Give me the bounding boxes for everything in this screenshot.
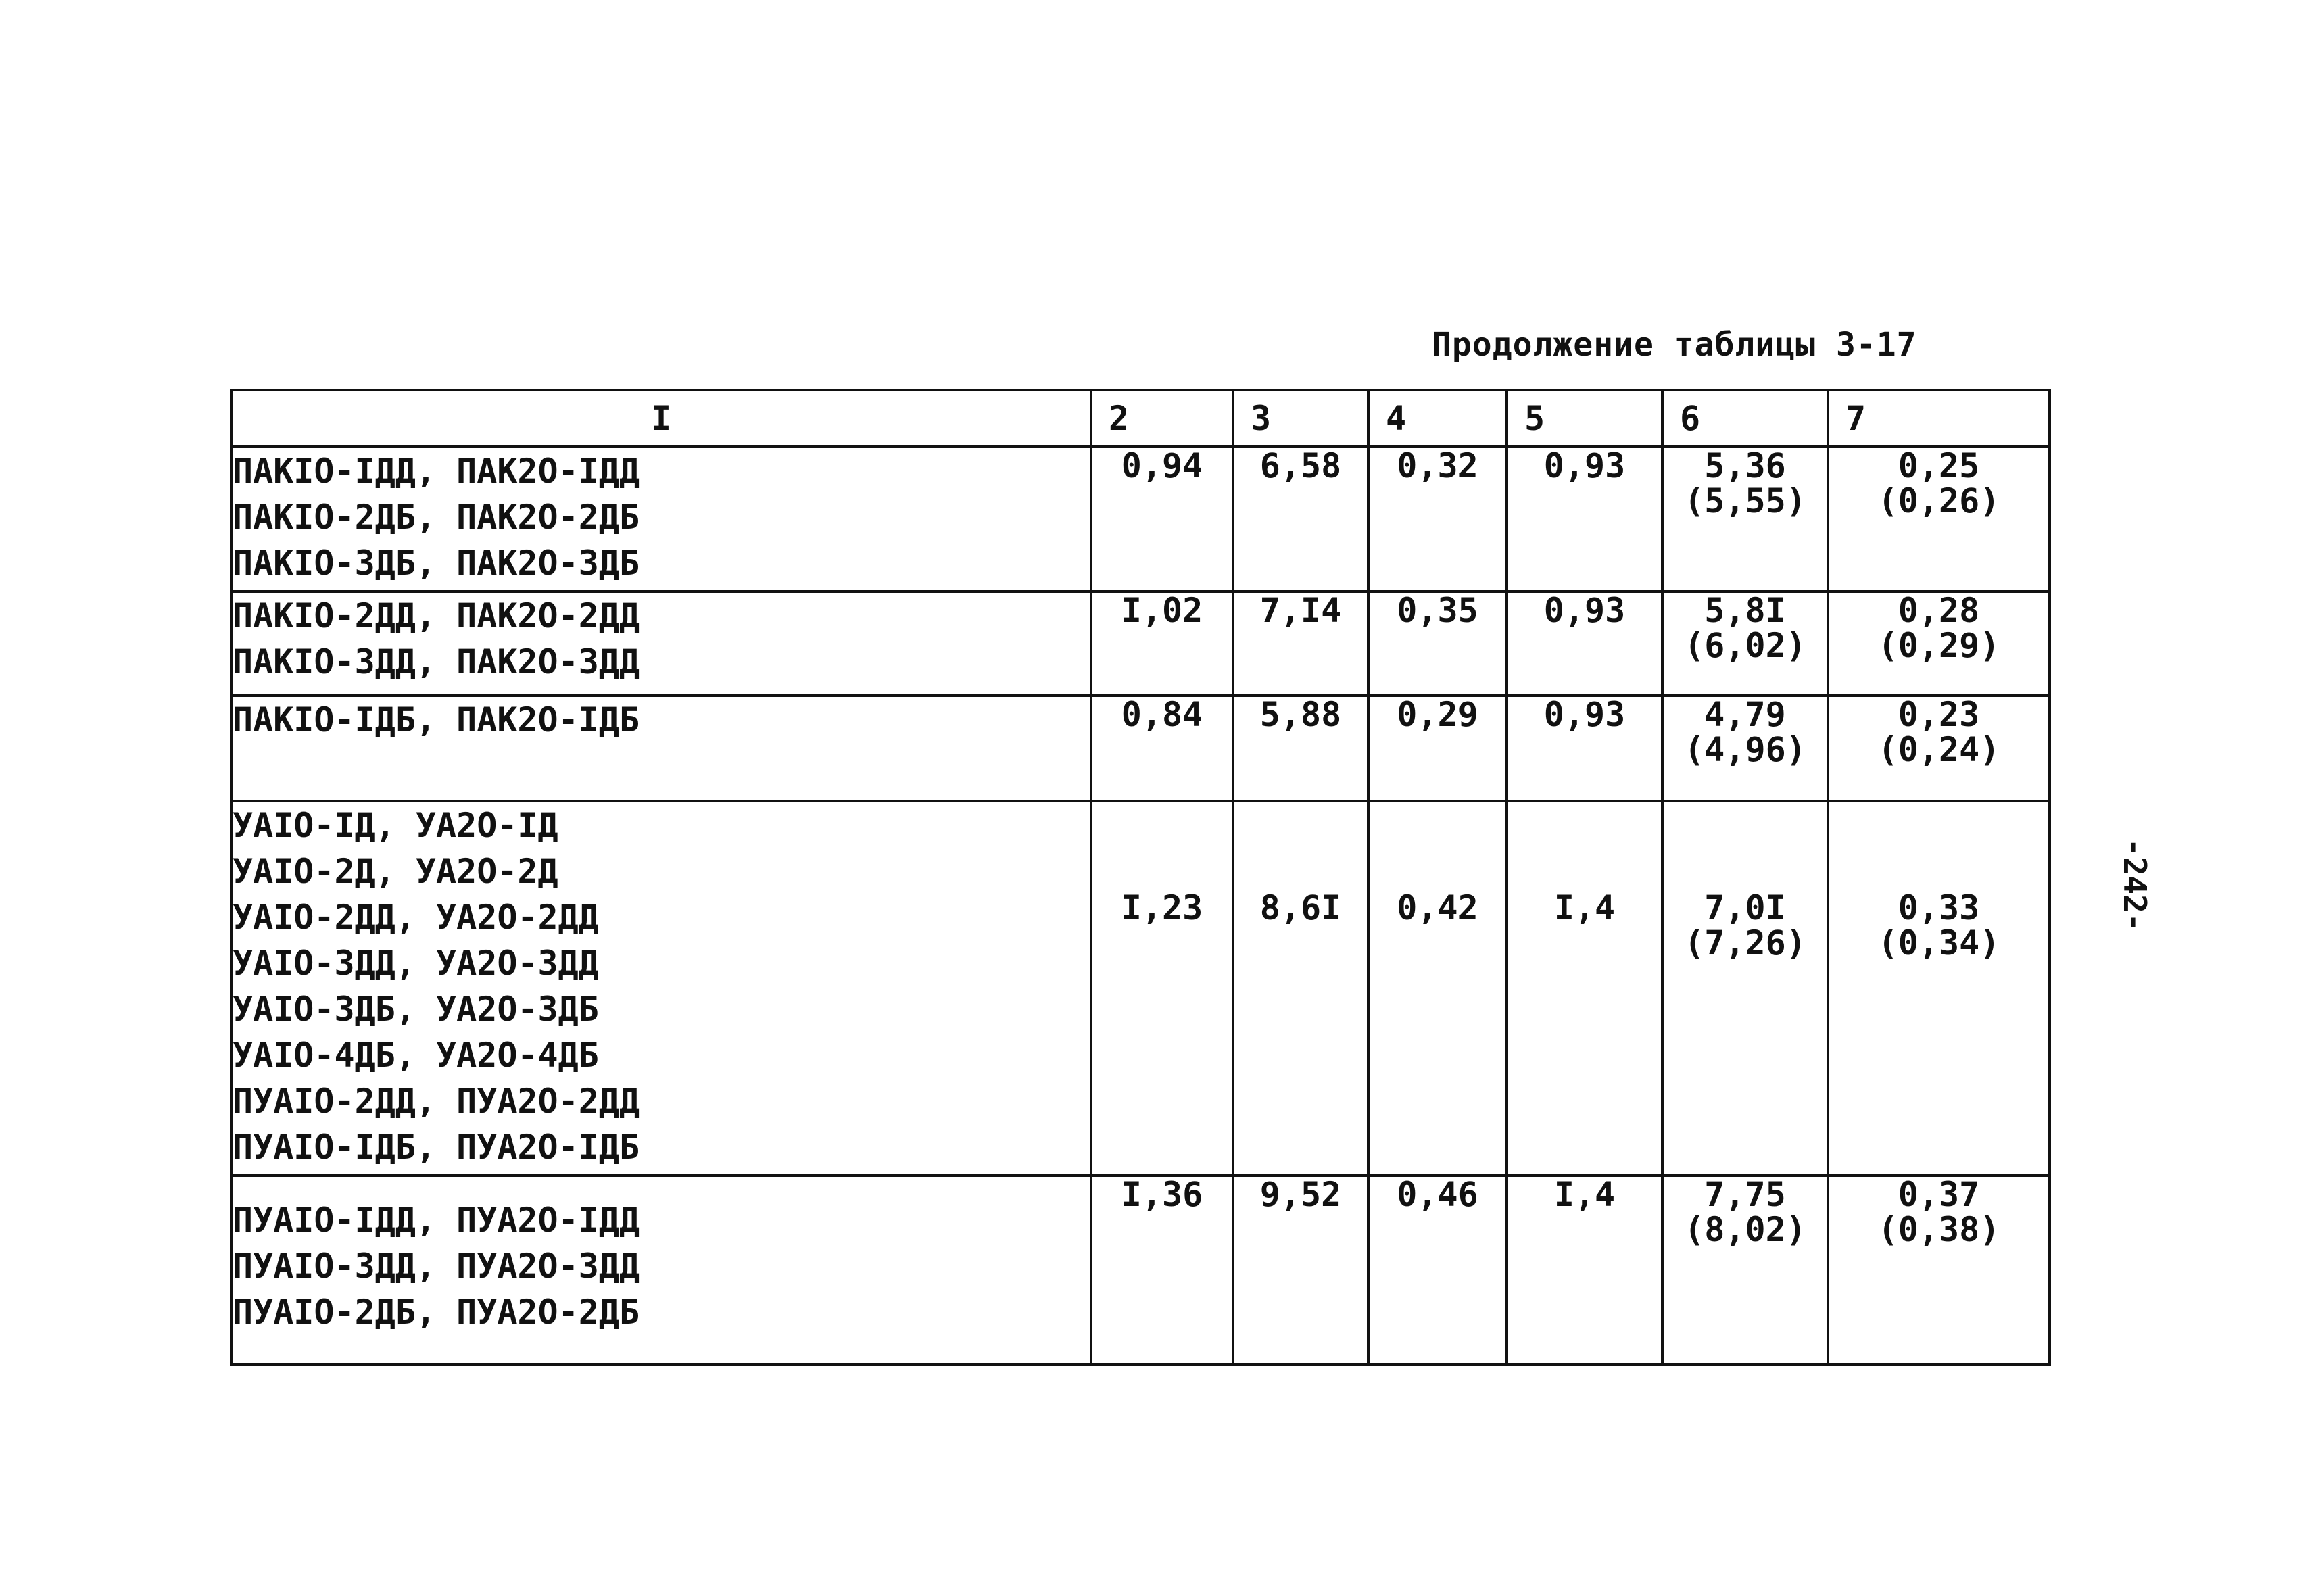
model-name: ПУАIО-2ДБ, ПУА2О-2ДБ [233, 1292, 640, 1332]
value-alt: (0,24) [1877, 730, 2000, 769]
value: 7,0I [1704, 888, 1786, 927]
value: 0,33 [1898, 888, 1980, 927]
value-alt: (6,02) [1684, 626, 1806, 665]
value: I,4 [1553, 1175, 1616, 1214]
value-cell-4 [1368, 801, 1507, 1176]
value-alt: (0,34) [1877, 923, 2000, 963]
value: 0,35 [1397, 591, 1478, 630]
value-alt: (0,29) [1877, 626, 2000, 665]
value-cell-6 [1662, 1176, 1828, 1365]
value: I,36 [1121, 1175, 1203, 1214]
value: 7,75 [1704, 1175, 1786, 1214]
value: 0,32 [1397, 446, 1478, 485]
value-alt: (4,96) [1684, 730, 1806, 769]
value: 5,88 [1259, 695, 1342, 734]
value-cell-7 [1828, 591, 2050, 696]
value-cell-3 [1233, 1176, 1368, 1365]
data-table [230, 389, 2051, 1366]
value-cell-5 [1507, 696, 1662, 801]
value: 0,84 [1121, 695, 1203, 734]
value: 9,52 [1259, 1175, 1342, 1214]
value: 0,25 [1898, 446, 1980, 485]
model-name: УАIО-3ДБ, УА2О-3ДБ [233, 990, 599, 1029]
names-cell [231, 1176, 1091, 1365]
model-name: ПУАIО-2ДД, ПУА2О-2ДД [233, 1082, 640, 1121]
header-cell-4: 4 [1368, 390, 1507, 447]
model-name: ПУАIО-3ДД, ПУА2О-3ДД [233, 1247, 640, 1286]
value: 4,79 [1704, 695, 1786, 734]
page-number: -242- [2117, 838, 2153, 932]
value: 0,94 [1121, 446, 1203, 485]
value: I,23 [1121, 888, 1203, 927]
value: I,4 [1553, 888, 1616, 927]
value-cell-6 [1662, 696, 1828, 801]
value-cell-2 [1091, 591, 1233, 696]
names-cell [231, 591, 1091, 696]
model-name: ПАКIО-IДД, ПАК2О-IДД [233, 452, 640, 491]
value-alt: (7,26) [1684, 923, 1806, 963]
value-cell-3 [1233, 801, 1368, 1176]
header-cell-2: 2 [1091, 390, 1233, 447]
value-alt: (5,55) [1684, 481, 1806, 521]
header-cell-1: I [231, 390, 1091, 447]
value: 0,23 [1898, 695, 1980, 734]
model-name: ПАКIО-2ДБ, ПАК2О-2ДБ [233, 498, 640, 537]
value-cell-4 [1368, 591, 1507, 696]
value: 0,46 [1397, 1175, 1478, 1214]
header-cell-5: 5 [1507, 390, 1662, 447]
value: 8,6I [1259, 888, 1342, 927]
value: 0,93 [1543, 695, 1626, 734]
value-cell-7 [1828, 696, 2050, 801]
value-cell-2 [1091, 1176, 1233, 1365]
value-cell-4 [1368, 447, 1507, 591]
table-row [231, 447, 2050, 591]
value-cell-3 [1233, 696, 1368, 801]
value-alt: (8,02) [1684, 1210, 1806, 1249]
value: 0,42 [1397, 888, 1478, 927]
value: 0,93 [1543, 446, 1626, 485]
value-cell-7 [1828, 801, 2050, 1176]
value-cell-3 [1233, 591, 1368, 696]
value: 0,93 [1543, 591, 1626, 630]
table-caption: Продолжение таблицы 3-17 [1432, 326, 1917, 364]
model-name: УАIО-IД, УА2О-IД [233, 806, 558, 845]
value-cell-7 [1828, 1176, 2050, 1365]
value-cell-5 [1507, 447, 1662, 591]
model-name: УАIО-3ДД, УА2О-3ДД [233, 944, 599, 983]
value-cell-5 [1507, 1176, 1662, 1365]
table-row [231, 591, 2050, 696]
names-cell [231, 801, 1091, 1176]
value: 6,58 [1259, 446, 1342, 485]
value-cell-6 [1662, 591, 1828, 696]
value-cell-4 [1368, 696, 1507, 801]
model-name: УАIО-2Д, УА2О-2Д [233, 852, 558, 891]
value: 0,28 [1898, 591, 1980, 630]
table-body [231, 447, 2050, 1365]
header-row [231, 390, 2050, 447]
value-cell-5 [1507, 801, 1662, 1176]
value: 5,36 [1704, 446, 1786, 485]
header-cell-3: 3 [1233, 390, 1368, 447]
model-name: УАIО-4ДБ, УА2О-4ДБ [233, 1036, 599, 1075]
value: I,02 [1121, 591, 1203, 630]
value-cell-5 [1507, 591, 1662, 696]
value-cell-2 [1091, 447, 1233, 591]
model-name: ПУАIО-IДБ, ПУА2О-IДБ [233, 1128, 640, 1167]
names-cell [231, 696, 1091, 801]
value-cell-3 [1233, 447, 1368, 591]
table-row [231, 696, 2050, 801]
value: 0,29 [1397, 695, 1478, 734]
table-header [231, 390, 2050, 447]
value-cell-6 [1662, 447, 1828, 591]
value-cell-2 [1091, 696, 1233, 801]
value-alt: (0,38) [1877, 1210, 2000, 1249]
value-alt: (0,26) [1877, 481, 2000, 521]
model-name: ПАКIО-3ДД, ПАК2О-3ДД [233, 642, 640, 681]
header-cell-6: 6 [1662, 390, 1828, 447]
model-name: ПАКIО-2ДД, ПАК2О-2ДД [233, 596, 640, 635]
model-name: ПАКIО-IДБ, ПАК2О-IДБ [233, 700, 640, 740]
value: 0,37 [1898, 1175, 1980, 1214]
value-cell-6 [1662, 801, 1828, 1176]
model-name: ПАКIО-3ДБ, ПАК2О-3ДБ [233, 543, 640, 583]
value-cell-2 [1091, 801, 1233, 1176]
names-cell [231, 447, 1091, 591]
value-cell-4 [1368, 1176, 1507, 1365]
model-name: ПУАIО-IДД, ПУА2О-IДД [233, 1201, 640, 1240]
model-name: УАIО-2ДД, УА2О-2ДД [233, 898, 599, 937]
table-row [231, 1176, 2050, 1365]
value: 7,I4 [1259, 591, 1342, 630]
value-cell-7 [1828, 447, 2050, 591]
header-cell-7: 7 [1828, 390, 2050, 447]
value: 5,8I [1704, 591, 1786, 630]
table-row [231, 801, 2050, 1176]
